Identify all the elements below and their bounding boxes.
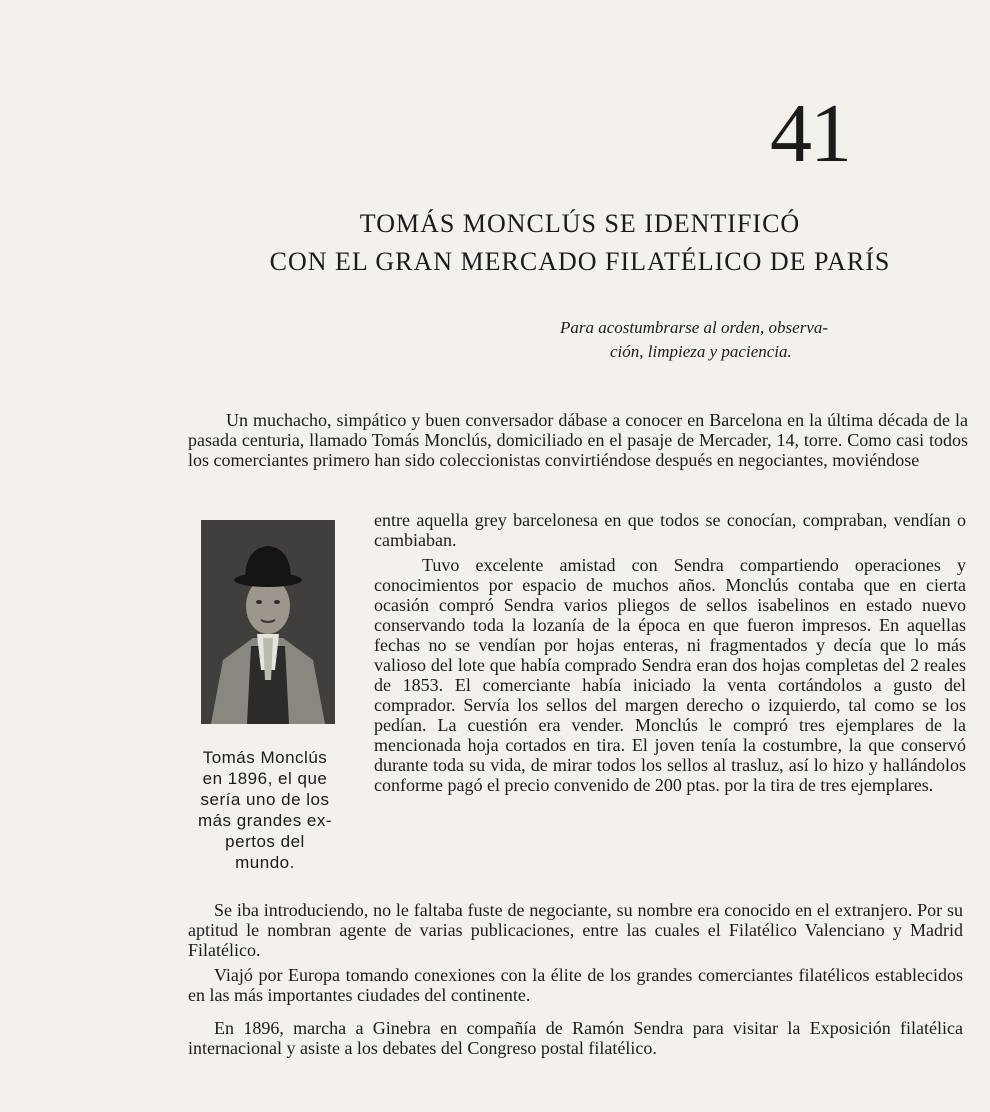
paragraph-1: Un muchacho, simpático y buen conversador dábase a conocer en Barcelona en la última década de la pasada centuria, llamado Tomás Monclús, domiciliado en el pasaje de Mercader, 14, torre. Como casi todos los comerciantes primero han sido coleccionistas convirtiéndose después en negociantes, moviéndose — [188, 410, 968, 470]
epigraph-line-2: ción, limpieza y paciencia. — [610, 342, 792, 361]
portrait-illustration — [201, 520, 335, 724]
photo-caption — [180, 747, 350, 873]
paragraph-4: Viajó por Europa tomando conexiones con la élite de los grandes comerciantes filatélicos establecidos en las más importantes ciudades del continente. — [188, 965, 963, 1005]
paragraph-1-continued: entre aquella grey barcelonesa en que todos se conocían, compraban, vendían o cambiaban. — [374, 510, 966, 550]
epigraph — [560, 316, 980, 364]
paragraph-5: En 1896, marcha a Ginebra en compañía de Ramón Sendra para visitar la Exposición filatélica internacional y asiste a los debates del Congreso postal filatélico. — [188, 1018, 963, 1058]
title-line-2: CON EL GRAN MERCADO FILATÉLICO DE PARÍS — [269, 247, 891, 276]
paragraph-2: Tuvo excelente amistad con Sendra compartiendo operaciones y conocimientos por espacio de muchos años. Monclús contaba que en cierta ocasión compró Sendra varios pliegos de sellos isabelinos en estado nuevo conservando toda la lozanía de la época en que fueron impresos. En aquellas fechas no se vendían por hojas enteras, ni fragmentados y decía que lo más valioso del lote que había comprado Sendra eran dos hojas completas del 2 reales de 1853. El comerciante había iniciado la venta cortándolos a gusto del comprador. Servía los sellos del margen derecho o izquierdo, tal como se los pedían. La cuestión era vender. Monclús le compró tres ejemplares de la mencionada hoja cortados en tira. El joven tenía la costumbre, la que conservó durante toda su vida, de mirar todos los sellos al trasluz, así lo hizo y hallándolos conforme pagó el precio convenido de 200 ptas. por la tira de tres ejemplares. — [374, 555, 966, 795]
chapter-number: 41 — [770, 87, 850, 180]
epigraph-line-1: Para acostumbrarse al orden, observa- — [560, 318, 829, 337]
title-line-1: TOMÁS MONCLÚS SE IDENTIFICÓ — [359, 209, 801, 238]
caption-line-5: pertos del — [225, 832, 305, 851]
caption-line-4: más grandes ex- — [197, 811, 333, 830]
chapter-title — [180, 205, 980, 281]
caption-line-6: mundo. — [235, 853, 295, 872]
caption-line-1: Tomás Monclús — [202, 748, 328, 767]
paragraph-3: Se iba introduciendo, no le faltaba fuste de negociante, su nombre era conocido en el extranjero. Por su aptitud le nombran agente de varias publicaciones, entre las cuales el Filatélico Valenciano y Madrid Filatélico. — [188, 900, 963, 960]
caption-line-2: en 1896, el que — [202, 769, 328, 788]
caption-line-3: sería uno de los — [200, 790, 330, 809]
portrait-photo — [201, 520, 335, 724]
